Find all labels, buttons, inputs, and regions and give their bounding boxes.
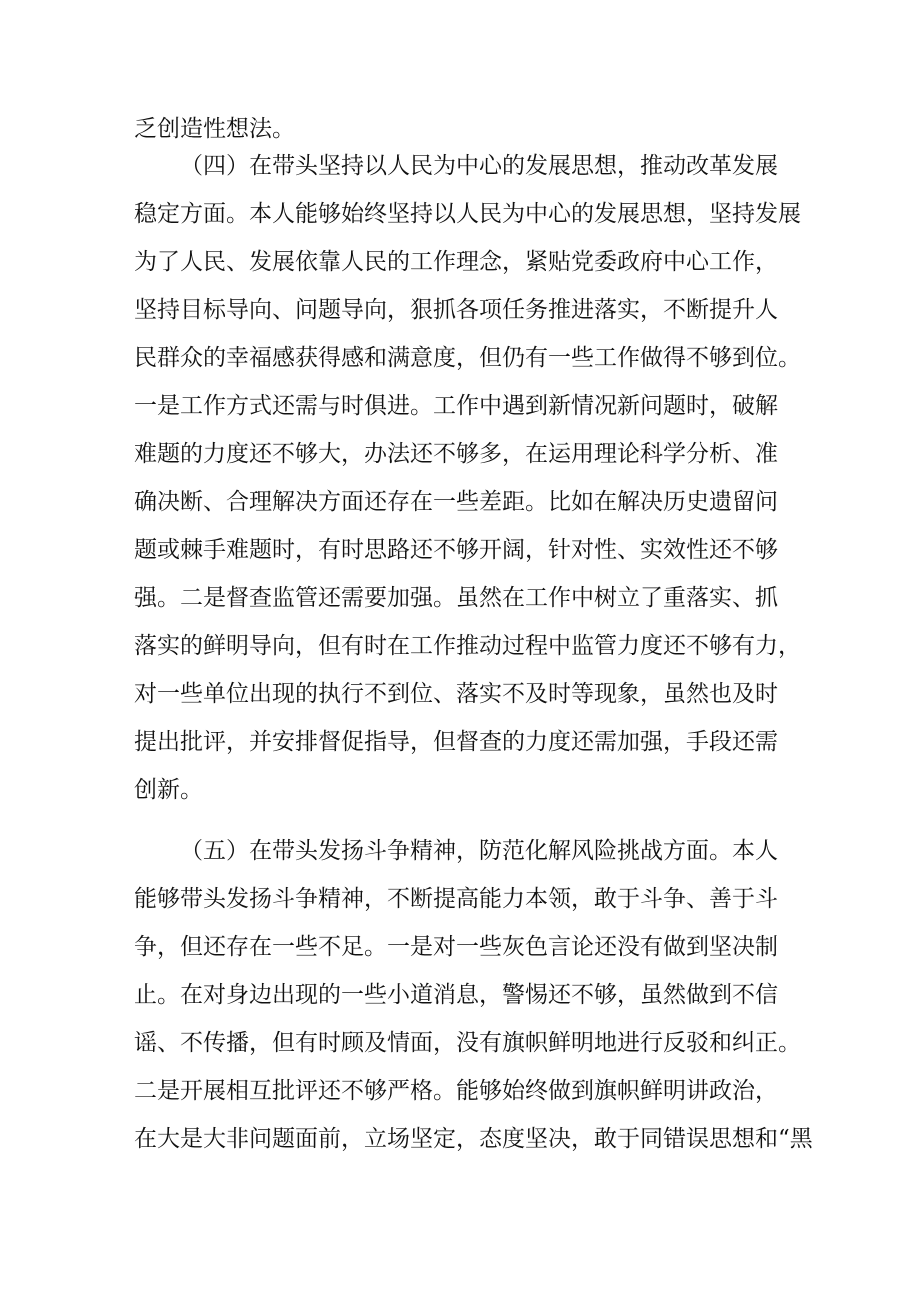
text-line: 难题的力度还不够大，办法还不够多，在运用理论科学分析、准: [134, 441, 778, 467]
text-line: 谣、不传播，但有时顾及情面，没有旗帜鲜明地进行反驳和纠正。: [134, 1030, 801, 1056]
text-line: 确决断、合理解决方面还存在一些差距。比如在解决历史遗留问: [134, 489, 778, 515]
text-line: 提出批评，并安排督促指导，但督查的力度还需加强，手段还需: [134, 729, 778, 755]
text-line: 止。在对身边出现的一些小道消息，警惕还不够，虽然做到不信: [134, 982, 778, 1008]
section-heading-line: （四）在带头坚持以人民为中心的发展思想，推动改革发展: [180, 153, 778, 179]
text-line: 落实的鲜明导向，但有时在工作推动过程中监管力度还不够有力，: [134, 633, 801, 659]
text-line: 题或棘手难题时，有时思路还不够开阔，针对性、实效性还不够: [134, 537, 778, 563]
text-line: 稳定方面。本人能够始终坚持以人民为中心的发展思想，坚持发展: [134, 201, 801, 227]
text-line: 在大是大非问题面前，立场坚定，态度坚决，敢于同错误思想和“黑: [134, 1126, 813, 1152]
text-line: 为了人民、发展依靠人民的工作理念，紧贴党委政府中心工作，: [134, 249, 778, 275]
text-line: 一是工作方式还需与时俱进。工作中遇到新情况新问题时，破解: [134, 393, 778, 419]
text-line: 二是开展相互批评还不够严格。能够始终做到旗帜鲜明讲政治，: [134, 1078, 778, 1104]
text-line: 坚持目标导向、问题导向，狠抓各项任务推进落实，不断提升人: [134, 297, 778, 323]
text-line: 争，但还存在一些不足。一是对一些灰色言论还没有做到坚决制: [134, 934, 778, 960]
text-line: 民群众的幸福感获得感和满意度，但仍有一些工作做得不够到位。: [134, 345, 801, 371]
text-line: 强。二是督查监管还需要加强。虽然在工作中树立了重落实、抓: [134, 585, 778, 611]
text-line: 创新。: [134, 777, 203, 803]
section-heading-line: （五）在带头发扬斗争精神，防范化解风险挑战方面。本人: [180, 838, 778, 864]
text-line: 对一些单位出现的执行不到位、落实不及时等现象，虽然也及时: [134, 681, 778, 707]
text-line: 能够带头发扬斗争精神，不断提高能力本领，敢于斗争、善于斗: [134, 886, 778, 912]
text-line: 乏创造性想法。: [134, 116, 295, 142]
